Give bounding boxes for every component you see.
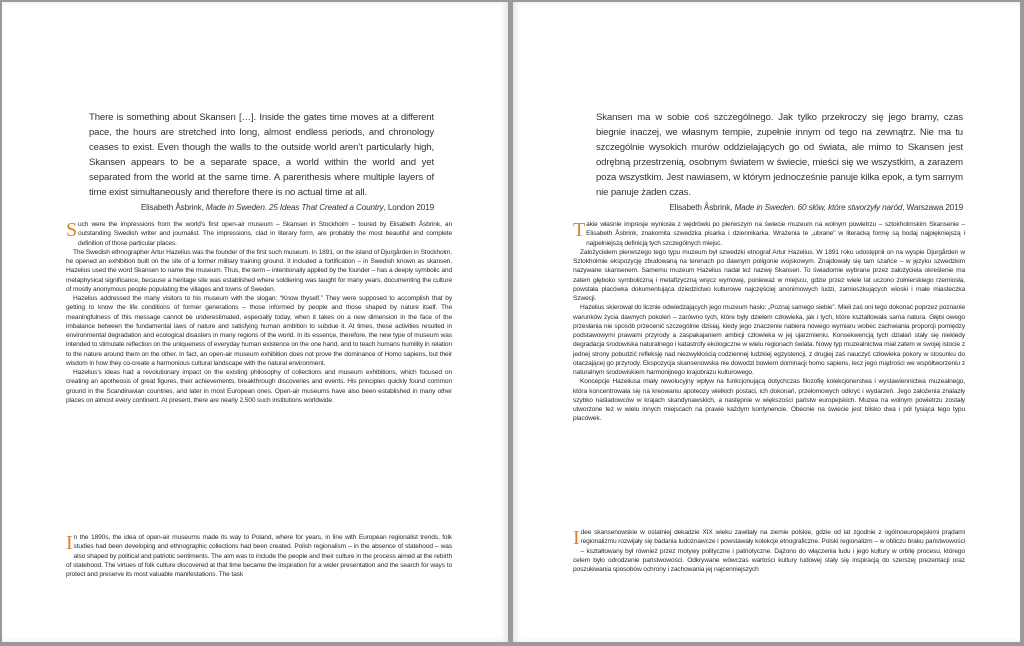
epigraph-attribution [89, 202, 434, 213]
drop-cap: I [66, 532, 73, 554]
right-page [513, 2, 1020, 642]
drop-cap: S [66, 219, 78, 241]
drop-cap: I [573, 527, 580, 549]
attribution-author: Elisabeth Åsbrink, [140, 203, 206, 212]
paragraph: Założycielem pierwszego tego typu muzeum był szwedzki etnograf Artur Hazelius. W 1891 roku udostępnił on na wyspie Djurgården w Sztokholmie ekspozycję zbudowaną na terenach po dawnym poligonie wojskowym. Znajdowały się tam szańce – w języku szwedzkim nazywane skansenem. Samemu muzeum Hazelius nadał też nazwę Skansen. To świadomie wybrane przez założyciela określenie ma zatem głęboko symboliczną i metafizyczną wręcz wymowę, ponieważ w miejscu, gdzie przez wiele lat uczono żołnierskiego rzemiosła, powstała placówka dokumentująca dziedzictwo kulturowe najczęściej anonimowych ludzi, zamieszkujących wioski i małe miasteczka Szwecji. [573, 248, 965, 302]
attribution-author: Elisabeth Åsbrink, [669, 203, 735, 212]
paragraph [573, 220, 965, 248]
left-page [2, 2, 508, 642]
body-section-2-pl [573, 528, 965, 574]
epigraph-quote-pl [596, 110, 963, 213]
paragraph: The Swedish ethnographer Artur Hazelius was the founder of the first such museum. In 1891, on the island of Djurgården in Stockholm, he opened an exhibition built on the site of a former military training ground. It included a fortification – in Swedish known as skansen. Hazelius used the word Skansen to name the museum. Thus, the term – intentionally applied by the founder – has a deeply symbolic and metaphysical significance, because a heritage site was established where soldiering was taught for many years, documenting the culture of mostly anonymous people populating the villages and towns of Sweden. [66, 248, 452, 293]
paragraph: Hazelius addressed the many visitors to his museum with the slogan: “Know thyself.” They were supposed to accomplish that by getting to know the life conditions of former generations – those informed by people and those shaped by nature itself. The meaningfulness of this message cannot be underestimated, especially today, when it takes on a new dimension in the face of the imbalance between the fundamental laws of nature and satisfying human ambition to subdue it. At times, these activities resulted in environmental degradation and ecological disasters in many regions of the world. In its essence, therefore, the new type of museum was intended to stimulate reflection on the uniqueness of everyday human existence on the one hand, and to teach humans humility in relation to the nature around them on the other. In fact, an open-air museum exhibition does not prove the dominance of Homo sapiens, but their wisdom in how they co-create a harmonious cultural landscape with the natural environment. [66, 295, 452, 367]
paragraph [66, 533, 452, 579]
body-section-2-en [66, 533, 452, 579]
paragraph [66, 220, 452, 248]
paragraph [573, 528, 965, 574]
paragraph-text: dee skansenowskie w ostatniej dekadzie XIX wieku zawitały na ziemie polskie, gdzie od lat zgodnie z ogólnoeuropejskimi prądami regionalizmu rozwijały się badania ludoznawcze i powstawały kolekcje etnograficzne. Polski regionalizm – w obliczu braku państwowości – kształtowany był również przez motywy polityczne i patriotyczne. Dążono do włączenia ludu i jego kultury w orbitę procesu, którego celem było odrodzenie państwowości. Odkrywane wówczas wartości kultury ludowej stały się inspiracją do szerszej prezentacji oraz poszukiwania sposobów ochrony i zachowania jej najcenniejszych [573, 529, 965, 573]
body-section-1-pl [573, 220, 965, 424]
epigraph-text: Skansen ma w sobie coś szczególnego. Jak tylko przekroczy się jego bramy, czas biegnie inaczej, we własnym tempie, zupełnie innym od tego na zewnątrz. Nie ma tu szczególnie wysokich murów oddzielających go od świata, ale mimo to Skansen jest odrębną przestrzenią, osobnym światem w świecie, mieści się we wszystkim, a zarazem poza wszystkim. Jest nawiasem, w którym jednocześnie panuje kilka epok, a tym samym nie panuje żaden czas. [596, 112, 963, 198]
attribution-book-title: Made in Sweden. 60 słów, które stworzyły naród [734, 203, 903, 212]
paragraph: Hazelius’s ideas had a revolutionary impact on the existing philosophy of collections and museum exhibitions, which focused on creating an apotheosis of great figures, their achievements, breakthrough discoveries and events. His principles quickly found common ground in the Scandinavian countries, and later in most European ones. Open-air museums have also been established in many other places on almost every continent. At present, there are nearly 2,500 such institutions worldwide. [66, 369, 452, 404]
epigraph-attribution [596, 202, 963, 213]
epigraph-quote-en [89, 110, 434, 213]
body-section-1-en [66, 220, 452, 405]
attribution-place-year: , London 2019 [383, 203, 434, 212]
paragraph-text: uch were the impressions from the world’s first open-air museum – Skansen in Stockholm – toured by Elisabeth Åsbrink, an outstanding Swedish writer and journalist. The impressions, clad in literary form, are probably the most beautiful and complete definition of those particular places. [78, 221, 452, 247]
attribution-place-year: , Warszawa 2019 [902, 203, 963, 212]
paragraph-text: akie właśnie impresje wyniosła z wędrówki po pierwszym na świecie muzeum na wolnym powietrzu – sztokholmskim Skansenie – Elisabeth Åsbrink, znakomita szwedzka pisarka i dziennikarka. Wrażenia te „ubrane” w literacką formę są bodaj najpiękniejszą i najpełniejszą definicją tych szczególnych miejsc. [586, 221, 965, 247]
paragraph: Hazelius skierował do licznie odwiedzających jego muzeum hasło: „Poznaj samego siebie”. Mieli zaś oni tego dokonać poprzez poznanie warunków życia dawnych pokoleń – zarówno tych, które były dziełem człowieka, jak i tych, które kształtowała sama natura. Głębi owego przesłania nie sposób przecenić szczególnie dzisiaj, kiedy jego znaczenie nabiera nowego wymiaru wobec zachwiania proporcji pomiędzy podstawowymi prawami przyrody a zaspakajaniem ambicji człowieka w jej ujarzmieniu. Konsekwencją tych działań stały się niekiedy degradacja środowiska naturalnego i katastrofy ekologiczne w wielu regionach świata. Nowy typ muzealnictwa miał zatem w swojej istocie z jednej strony pobudzić refleksję nad niezwykłością codziennej ludzkiej egzystencji, z drugiej zaś nauczyć człowieka pokory w stosunku do otaczającej go przyrody. Ekspozycja skansenowska nie dowodzi bowiem dominacji homo sapiens, lecz jego mądrości we współtworzeniu z naturalnym środowiskiem harmonijnego krajobrazu kulturowego. [573, 304, 965, 376]
paragraph: Koncepcje Hazeliusa miały rewolucyjny wpływ na funkcjonującą dotychczas filozofię kolekcjonerstwa i wystawiennictwa muzealnego, która koncentrowała się na kreowaniu apoteozy wielkich postaci, ich dokonań, przełomowych odkryć i wydarzeń. Jego założenia znalazły szybko naśladowców w krajach skandynawskich, a następnie w większości państw europejskich. Muzea na wolnym powietrzu zostały utworzone też w wielu innych miejscach na prawie każdym kontynencie. Obecnie na świecie jest blisko dwa i pół tysiąca tego typu placówek. [573, 378, 965, 423]
attribution-book-title: Made in Sweden. 25 Ideas That Created a Country [205, 203, 384, 212]
paragraph-text: n the 1890s, the idea of open-air museums made its way to Poland, where for years, in line with European regionalist trends, folk studies had been developing and ethnographic collections had been created. Polish regionalism – in the absence of statehood – was also shaped by political and patriotic sentiments. The aim was to include the people and their culture in the process aimed at the rebirth of statehood. The virtues of folk culture discovered at that time became the inspiration for a wider presentation and the search for ways to protect and preserve its most valuable manifestations. The task [66, 534, 452, 578]
drop-cap: T [573, 219, 586, 241]
epigraph-text: There is something about Skansen […]. Inside the gates time moves at a different pace, the hours are stretched into long, almost endless periods, and chronology ceases to exist. Even though the walls to the outside world aren’t particularly high, Skansen appears to be a separate space, a world within the world and yet separated from the world at the same time. A parenthesis where multiple layers of time exist simultaneously and therefore there is no actual time at all. [89, 112, 434, 198]
